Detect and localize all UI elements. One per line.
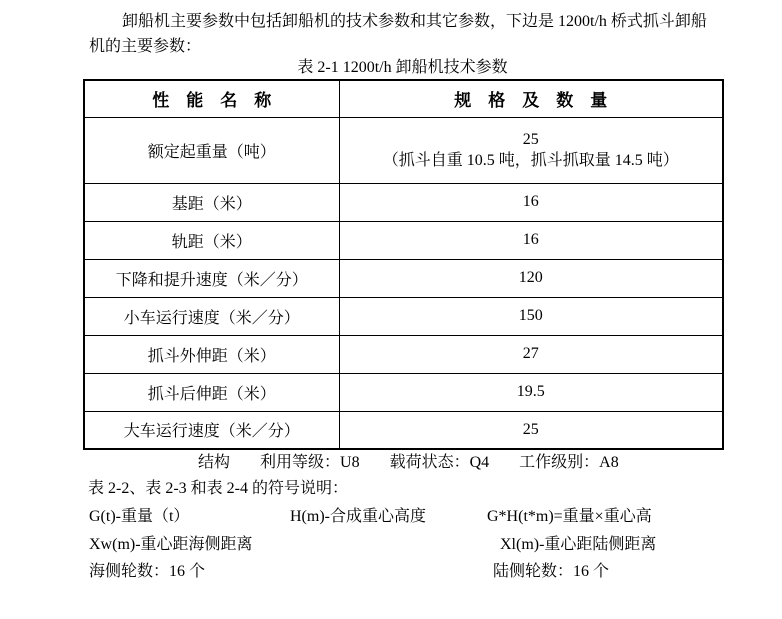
utilization-grade: 利用等级：U8 bbox=[260, 454, 360, 471]
sea-side-wheel-count: 海侧轮数：16 个 bbox=[89, 563, 206, 580]
intro-paragraph-line-2: 机的主要参数： bbox=[89, 38, 202, 55]
header-performance-name: 性 能 名 称 bbox=[84, 80, 339, 117]
param-name-cell: 下降和提升速度（米／分） bbox=[84, 259, 339, 297]
load-state: 载荷状态：Q4 bbox=[389, 454, 490, 471]
param-value-cell: 120 bbox=[339, 259, 723, 297]
param-name-cell: 额定起重量（吨） bbox=[84, 117, 339, 183]
structure-label: 结构 bbox=[198, 454, 231, 471]
param-value-note: （抓斗自重 10.5 吨，抓斗抓取量 14.5 吨） bbox=[382, 152, 679, 169]
technical-parameters-table bbox=[83, 79, 724, 450]
symbols-line-2 bbox=[0, 535, 782, 555]
param-name-cell: 大车运行速度（米／分） bbox=[84, 411, 339, 449]
param-value-cell: 150 bbox=[339, 297, 723, 335]
param-value-cell: 16 bbox=[339, 221, 723, 259]
symbols-line-1 bbox=[0, 507, 782, 527]
symbol-gh-product: G*H(t*m)=重量×重心高 bbox=[487, 508, 652, 525]
table-row bbox=[84, 117, 723, 183]
symbols-line-3 bbox=[0, 562, 782, 582]
table-row bbox=[84, 335, 723, 373]
header-spec-quantity: 规 格 及 数 量 bbox=[339, 80, 723, 117]
table-header-row bbox=[84, 80, 723, 117]
symbol-xl-land-distance: Xl(m)-重心距陆侧距离 bbox=[500, 536, 657, 553]
param-name-cell: 基距（米） bbox=[84, 183, 339, 221]
param-value-cell: 27 bbox=[339, 335, 723, 373]
param-value-cell: 16 bbox=[339, 183, 723, 221]
symbol-g-weight: G(t)-重量（t） bbox=[89, 508, 190, 525]
intro-paragraph-line-1: 卸船机主要参数中包括卸船机的技术参数和其它参数，下边是 1200t/h 桥式抓斗卸船 bbox=[122, 13, 707, 30]
param-name-cell: 抓斗后伸距（米） bbox=[84, 373, 339, 411]
param-value-cell: 25 bbox=[339, 411, 723, 449]
table-row bbox=[84, 183, 723, 221]
table-row bbox=[84, 297, 723, 335]
work-grade: 工作级别：A8 bbox=[519, 454, 619, 471]
structure-grade-line bbox=[198, 453, 619, 473]
param-value-cell: 19.5 bbox=[339, 373, 723, 411]
symbols-heading: 表 2-2、表 2-3 和表 2-4 的符号说明： bbox=[88, 480, 348, 497]
land-side-wheel-count: 陆侧轮数：16 个 bbox=[493, 563, 610, 580]
symbol-h-height: H(m)-合成重心高度 bbox=[290, 508, 426, 525]
table-row bbox=[84, 411, 723, 449]
table-caption: 表 2-1 1200t/h 卸船机技术参数 bbox=[297, 59, 508, 76]
param-value-main: 25 bbox=[522, 131, 539, 148]
table-row bbox=[84, 373, 723, 411]
param-name-cell: 轨距（米） bbox=[84, 221, 339, 259]
param-name-cell: 小车运行速度（米／分） bbox=[84, 297, 339, 335]
table-row bbox=[84, 259, 723, 297]
param-value-cell bbox=[339, 117, 723, 183]
param-name-cell: 抓斗外伸距（米） bbox=[84, 335, 339, 373]
table-row bbox=[84, 221, 723, 259]
symbol-xw-sea-distance: Xw(m)-重心距海侧距离 bbox=[89, 536, 253, 553]
